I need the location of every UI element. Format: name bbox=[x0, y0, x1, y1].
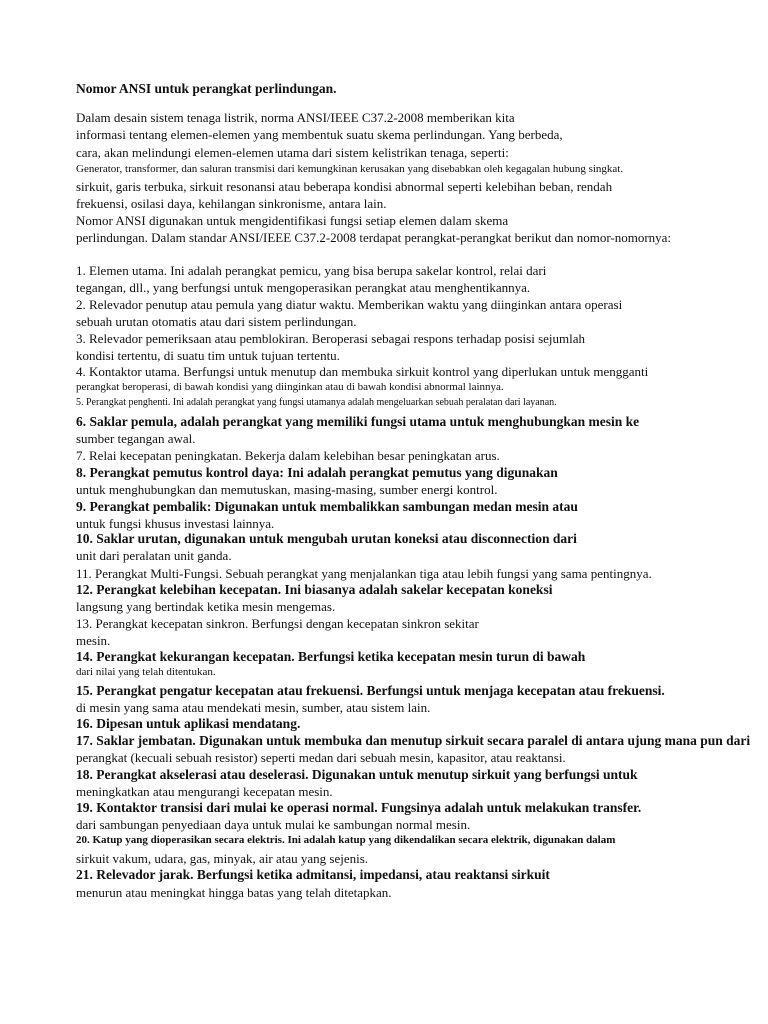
list-item-line: untuk menghubungkan dan memutuskan, masing-masing, sumber energi kontrol. bbox=[76, 482, 498, 497]
list-item-line: 13. Perangkat kecepatan sinkron. Berfungsi dengan kecepatan sinkron sekitar bbox=[76, 616, 479, 631]
list-item-line: tegangan, dll., yang berfungsi untuk mengoperasikan perangkat atau menghentikannya. bbox=[76, 280, 531, 295]
list-item-line: 1. Elemen utama. Ini adalah perangkat pemicu, yang bisa berupa sakelar kontrol, relai dari bbox=[76, 263, 547, 278]
paragraph-line: Dalam desain sistem tenaga listrik, norma ANSI/IEEE C37.2-2008 memberikan kita bbox=[76, 110, 515, 125]
list-item-line: 17. Saklar jembatan. Digunakan untuk membuka dan menutup sirkuit secara paralel di antara ujung mana pun dari bbox=[76, 733, 751, 748]
list-item-line: 8. Perangkat pemutus kontrol daya: Ini adalah perangkat pemutus yang digunakan bbox=[76, 465, 558, 480]
paragraph-line: Nomor ANSI digunakan untuk mengidentifikasi fungsi setiap elemen dalam skema bbox=[76, 213, 509, 228]
list-item-line: 20. Katup yang dioperasikan secara elektris. Ini adalah katup yang dikendalikan secara elektrik, digunakan dalam bbox=[76, 834, 616, 846]
list-item-line: 4. Kontaktor utama. Berfungsi untuk menutup dan membuka sirkuit kontrol yang diperlukan untuk mengganti bbox=[76, 364, 649, 379]
list-item-line: sebuah urutan otomatis atau dari sistem perlindungan. bbox=[76, 314, 357, 329]
list-item-line: 15. Perangkat pengatur kecepatan atau frekuensi. Berfungsi untuk menjaga kecepatan atau frekuensi. bbox=[76, 683, 665, 698]
paragraph-line: sirkuit, garis terbuka, sirkuit resonansi atau beberapa kondisi abnormal seperti kelebihan beban, rendah bbox=[76, 179, 613, 194]
paragraph-line: cara, akan melindungi elemen-elemen utama dari sistem kelistrikan tenaga, seperti: bbox=[76, 145, 509, 160]
list-item-line: menurun atau meningkat hingga batas yang telah ditetapkan. bbox=[76, 885, 392, 900]
list-item-line: 10. Saklar urutan, digunakan untuk mengubah urutan koneksi atau disconnection dari bbox=[76, 531, 577, 546]
list-item-line: perangkat beroperasi, di bawah kondisi yang diinginkan atau di bawah kondisi abnormal lainnya. bbox=[76, 381, 504, 393]
list-item-line: 12. Perangkat kelebihan kecepatan. Ini biasanya adalah sakelar kecepatan koneksi bbox=[76, 582, 553, 597]
list-item-line: 3. Relevador pemeriksaan atau pemblokiran. Beroperasi sebagai respons terhadap posisi sejumlah bbox=[76, 331, 586, 346]
list-item-line: 18. Perangkat akselerasi atau deselerasi. Digunakan untuk menutup sirkuit yang berfungsi untuk bbox=[76, 767, 638, 782]
list-item-line: dari nilai yang telah ditentukan. bbox=[76, 666, 216, 678]
paragraph-line: frekuensi, osilasi daya, kehilangan sinkronisme, antara lain. bbox=[76, 196, 387, 211]
list-item-line: kondisi tertentu, di suatu tim untuk tujuan tertentu. bbox=[76, 348, 340, 363]
list-item-line: unit dari peralatan unit ganda. bbox=[76, 548, 232, 563]
document-title: Nomor ANSI untuk perangkat perlindungan. bbox=[76, 81, 337, 96]
list-item-line: perangkat (kecuali sebuah resistor) seperti medan dari sebuah mesin, kapasitor, atau reaktansi. bbox=[76, 750, 566, 765]
list-item-line: sumber tegangan awal. bbox=[76, 431, 196, 446]
list-item-line: langsung yang bertindak ketika mesin mengemas. bbox=[76, 599, 336, 614]
list-item-line: dari sambungan penyediaan daya untuk mulai ke sambungan normal mesin. bbox=[76, 817, 471, 832]
list-item-line: 19. Kontaktor transisi dari mulai ke operasi normal. Fungsinya adalah untuk melakukan transfer. bbox=[76, 800, 642, 815]
paragraph-line: informasi tentang elemen-elemen yang membentuk suatu skema perlindungan. Yang berbeda, bbox=[76, 127, 563, 142]
list-item-line: di mesin yang sama atau mendekati mesin, sumber, atau sistem lain. bbox=[76, 700, 431, 715]
paragraph-line: Generator, transformer, dan saluran transmisi dari kemungkinan kerusakan yang disebabkan oleh kegagalan hubung singkat. bbox=[76, 163, 624, 175]
list-item-line: 2. Relevador penutup atau pemula yang diatur waktu. Memberikan waktu yang diinginkan antara operasi bbox=[76, 297, 623, 312]
list-item-line: 14. Perangkat kekurangan kecepatan. Berfungsi ketika kecepatan mesin turun di bawah bbox=[76, 649, 586, 664]
list-item-line: 16. Dipesan untuk aplikasi mendatang. bbox=[76, 716, 301, 731]
list-item-line: untuk fungsi khusus investasi lainnya. bbox=[76, 516, 275, 531]
list-item-line: mesin. bbox=[76, 633, 111, 648]
list-item-line: 21. Relevador jarak. Berfungsi ketika admitansi, impedansi, atau reaktansi sirkuit bbox=[76, 867, 550, 882]
list-item-line: 9. Perangkat pembalik: Digunakan untuk membalikkan sambungan medan mesin atau bbox=[76, 499, 578, 514]
paragraph-line: perlindungan. Dalam standar ANSI/IEEE C37.2-2008 terdapat perangkat-perangkat berikut dan nomor-nomornya: bbox=[76, 230, 672, 245]
list-item-line: meningkatkan atau mengurangi kecepatan mesin. bbox=[76, 784, 333, 799]
list-item-line: 6. Saklar pemula, adalah perangkat yang memiliki fungsi utama untuk menghubungkan mesin ke bbox=[76, 414, 640, 429]
list-item-line: sirkuit vakum, udara, gas, minyak, air atau yang sejenis. bbox=[76, 851, 369, 866]
list-item-line: 5. Perangkat penghenti. Ini adalah perangkat yang fungsi utamanya adalah mengeluarkan sebuah peralatan dari layanan. bbox=[76, 397, 557, 408]
list-item-line: 7. Relai kecepatan peningkatan. Bekerja dalam kelebihan besar peningkatan arus. bbox=[76, 448, 500, 463]
list-item-line: 11. Perangkat Multi-Fungsi. Sebuah perangkat yang menjalankan tiga atau lebih fungsi yang sama pentingnya. bbox=[76, 566, 652, 581]
